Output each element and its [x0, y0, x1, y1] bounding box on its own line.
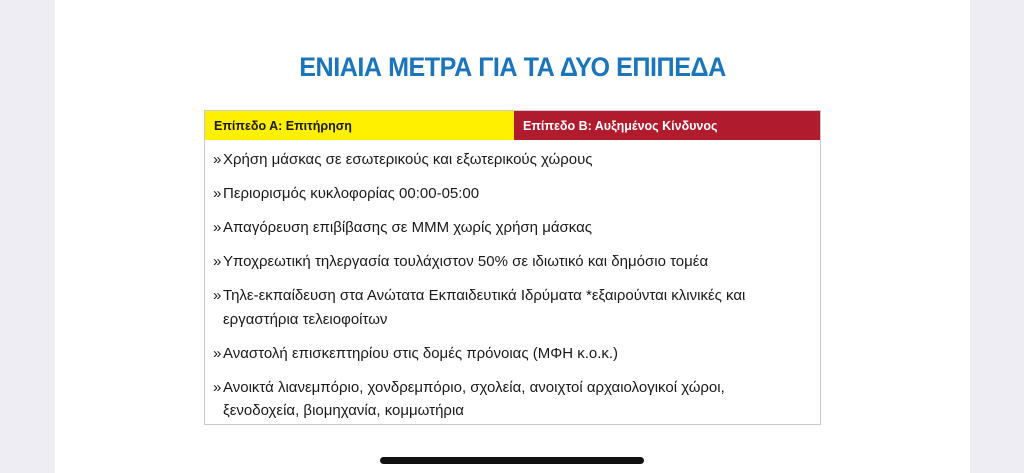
- list-item: [205, 148, 820, 172]
- list-item: [205, 250, 820, 274]
- measures-table: [204, 110, 821, 425]
- measure-text: Περιορισμός κυκλοφορίας 00:00-05:00: [223, 185, 480, 202]
- bullet-icon: »: [213, 151, 222, 168]
- level-a-header: Επίπεδο Α: Επιτήρηση: [205, 111, 514, 140]
- level-b-header: Επίπεδο Β: Αυξημένος Κίνδυνος: [514, 111, 820, 140]
- bullet-icon: »: [213, 185, 222, 202]
- bullet-icon: »: [213, 287, 222, 304]
- page-title: ΕΝΙΑΙΑ ΜΕΤΡΑ ΓΙΑ ΤΑ ΔΥΟ ΕΠΙΠΕΔΑ: [299, 52, 726, 82]
- bullet-icon: »: [213, 344, 222, 362]
- table-header: [205, 111, 820, 140]
- bullet-icon: »: [213, 253, 222, 270]
- measure-text: Αναστολή επισκεπτηρίου στις δομές πρόνοιας (ΜΦΗ κ.ο.κ.): [223, 344, 619, 362]
- document-page: [55, 0, 970, 473]
- list-item: [205, 216, 820, 240]
- measure-text: Υποχρεωτική τηλεργασία τουλάχιστον 50% σε ιδιωτικό και δημόσιο τομέα: [223, 253, 709, 270]
- list-item: [205, 342, 820, 366]
- measure-text: Ανοικτά λιανεμπόριο, χονδρεμπόριο, σχολεία, ανοιχτοί αρχαιολογικοί χώροι, ξενοδοχεία, βιομηχανία, κομμωτήρια: [223, 378, 725, 419]
- list-item: [205, 182, 820, 206]
- measure-text: Τηλε-εκπαίδευση στα Ανώτατα Εκπαιδευτικά Ιδρύματα *εξαιρούνται κλινικές και εργαστήρια τελειοφοίτων: [223, 287, 746, 328]
- measure-text: Χρήση μάσκας σε εσωτερικούς και εξωτερικούς χώρους: [223, 151, 593, 168]
- measures-list: [205, 140, 820, 423]
- bullet-icon: »: [213, 219, 222, 236]
- bullet-icon: »: [213, 378, 222, 396]
- measure-text: Απαγόρευση επιβίβασης σε ΜΜΜ χωρίς χρήση μάσκας: [223, 219, 592, 236]
- home-indicator[interactable]: [380, 457, 644, 464]
- list-item: [205, 284, 820, 331]
- list-item: [205, 376, 820, 423]
